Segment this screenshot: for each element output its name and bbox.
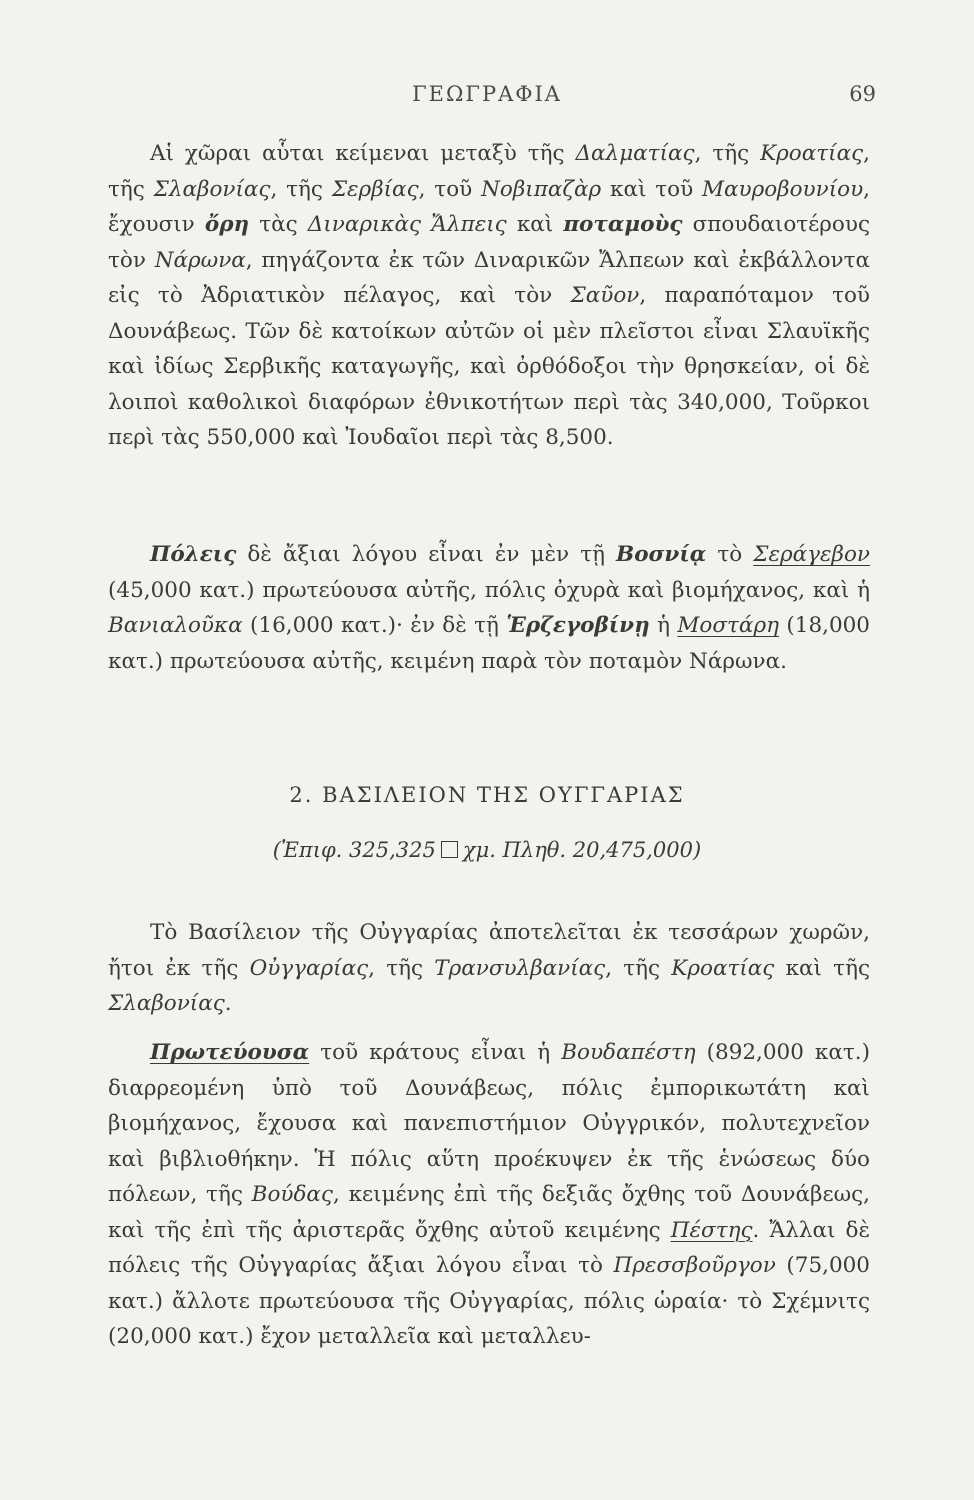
place-name: Ἑρζεγοβίνῃ bbox=[506, 613, 650, 638]
paragraph-capital bbox=[108, 1035, 870, 1355]
paragraph-balkan-lands bbox=[108, 136, 870, 456]
text-run: δὲ ἄξιαι λόγου εἶναι ἐν μὲν τῇ bbox=[236, 542, 617, 567]
text-run: (18,000 κατ.) πρωτεύουσα αὐτῆς, κειμένη παρὰ τὸν ποταμὸν Νάρωνα. bbox=[108, 613, 870, 674]
text-run: . bbox=[224, 991, 232, 1016]
place-name: Κροατίας bbox=[671, 955, 775, 981]
text-run: , τῆς bbox=[605, 955, 672, 981]
place-name: Πρεσσβοῦργον bbox=[613, 1253, 776, 1278]
running-title: ΓΕΩΓΡΑΦΙΑ bbox=[412, 82, 562, 106]
text-run: τὸ bbox=[706, 542, 754, 567]
square-symbol-icon bbox=[441, 841, 458, 858]
text-run: , παραπόταμον τοῦ Δουνάβεως. Τῶν δὲ κατοίκων αὐτῶν οἱ μὲν πλεῖστοι εἶναι Σλαυϊκῆς καὶ ἰδίως Σερβικῆς καταγωγῆς, καὶ ὀρθόδοξοι τὴν θρησκείαν, οἱ δὲ λοιποὶ καθολικοὶ διαφόρων ἐθνικοτήτων περὶ τὰς 340,000, Τοῦρκοι περὶ τὰς 550,000 καὶ Ἰουδαῖοι περὶ τὰς 8,500. bbox=[108, 283, 870, 450]
place-name: Διναρικὰς Ἄλπεις bbox=[307, 212, 507, 237]
place-name: Σλαβονίας bbox=[108, 991, 225, 1016]
keyword-mountains: ὄρη bbox=[204, 212, 250, 237]
text-run: (75,000 κατ.) ἄλλοτε πρωτεύουσα τῆς Οὐγγαρίας, πόλις ὡραία· τὸ Σχέμνιτς (20,000 κατ.) ἔχον μεταλλεῖα καὶ μεταλλευ- bbox=[108, 1253, 870, 1349]
text-run: καὶ τοῦ bbox=[601, 176, 702, 202]
place-name: Βούδας bbox=[251, 1182, 333, 1207]
place-name: Νάρωνα bbox=[154, 247, 246, 273]
place-name: Πέστης bbox=[670, 1217, 753, 1243]
text-run: καὶ bbox=[506, 212, 564, 237]
place-name: Τρανσυλβανίας bbox=[434, 955, 606, 981]
text-run: , κειμένης ἐπὶ τῆς δεξιᾶς ὄχθης τοῦ Δουνάβεως, καὶ τῆς ἐπὶ τῆς ἀριστερᾶς ὄχθης αὐτοῦ κειμένης bbox=[108, 1182, 870, 1243]
text-run: (892,000 κατ.) διαρρεομένη ὑπὸ τοῦ Δουνάβεως, πόλις ἐμπορικωτάτη καὶ βιομήχανος, ἔχουσα καὶ πανεπιστήμιον Οὐγγρικόν, πολυτεχνεῖον καὶ βιβλιοθήκην. Ἡ πόλις αὕτη προέκυψεν ἐκ τῆς ἑνώσεως δύο πόλεων, τῆς bbox=[108, 1040, 871, 1207]
text-run: , πηγάζοντα ἐκ τῶν Διναρικῶν Ἄλπεων καὶ ἐκβάλλοντα εἰς τὸ Ἀδριατικὸν πέλαγος, καὶ τὸν bbox=[108, 247, 870, 308]
text-run: , τῆς bbox=[694, 141, 761, 166]
place-name: Μοστάρη bbox=[677, 613, 779, 638]
place-name: Δαλματίας bbox=[575, 141, 695, 166]
paragraph-kingdom bbox=[108, 915, 870, 1022]
place-name: Σαῦον bbox=[570, 283, 640, 308]
population-text: χμ. Πληθ. 20,475,000) bbox=[462, 838, 702, 862]
place-name: Βανιαλοῦκα bbox=[108, 613, 243, 638]
text-run: σπουδαιοτέρους τὸν bbox=[108, 212, 870, 273]
area-text: (Ἐπιφ. 325,325 bbox=[272, 838, 436, 862]
place-name: Σερβίας bbox=[331, 176, 419, 202]
text-run: , τοῦ bbox=[418, 176, 482, 202]
keyword-capital: Πρωτεύουσα bbox=[150, 1040, 310, 1065]
place-name: Σεράγεβον bbox=[753, 542, 870, 567]
text-run: τοῦ κράτους εἶναι ἡ bbox=[309, 1040, 562, 1065]
keyword-cities: Πόλεις bbox=[150, 542, 237, 567]
paragraph-cities bbox=[108, 537, 870, 679]
section-heading: 2. ΒΑΣΙΛΕΙΟΝ ΤΗΣ ΟΥΓΓΑΡΙΑΣ bbox=[289, 783, 685, 807]
text-run: , τῆς bbox=[108, 141, 870, 202]
place-name: Βοσνίᾳ bbox=[616, 542, 707, 567]
text-run: ἡ bbox=[649, 613, 678, 638]
text-run: (16,000 κατ.)· ἐν δὲ τῇ bbox=[242, 613, 507, 638]
page-number: 69 bbox=[849, 82, 876, 106]
keyword-rivers: ποταμοὺς bbox=[563, 212, 683, 237]
text-run: , τῆς bbox=[270, 176, 332, 202]
text-run: Αἱ χῶραι αὗται κείμεναι μεταξὺ τῆς bbox=[150, 141, 576, 166]
place-name: Μαυροβουνίου bbox=[702, 176, 864, 202]
place-name: Σλαβονίας bbox=[153, 176, 271, 202]
text-run: Τὸ Βασίλειον τῆς Οὐγγαρίας ἀποτελεῖται ἐκ τεσσάρων χωρῶν, ἤτοι ἐκ τῆς bbox=[108, 920, 870, 981]
text-run: . Ἄλλαι δὲ πόλεις τῆς Οὐγγαρίας ἄξιαι λόγου εἶναι τὸ bbox=[108, 1217, 870, 1278]
text-run: καὶ τῆς bbox=[774, 955, 870, 981]
section-subheading bbox=[0, 838, 974, 862]
text-run: (45,000 κατ.) πρωτεύουσα αὐτῆς, πόλις ὀχυρὰ καὶ βιομήχανος, καὶ ἡ bbox=[108, 577, 870, 603]
place-name: Νοβιπαζὰρ bbox=[481, 176, 602, 202]
place-name: Οὐγγαρίας bbox=[249, 955, 369, 981]
place-name: Βουδαπέστη bbox=[561, 1040, 696, 1065]
text-run: , ἔχουσιν bbox=[108, 176, 870, 237]
place-name: Κροατίας bbox=[760, 141, 864, 166]
text-run: , τῆς bbox=[368, 955, 435, 981]
text-run: τὰς bbox=[249, 212, 308, 237]
